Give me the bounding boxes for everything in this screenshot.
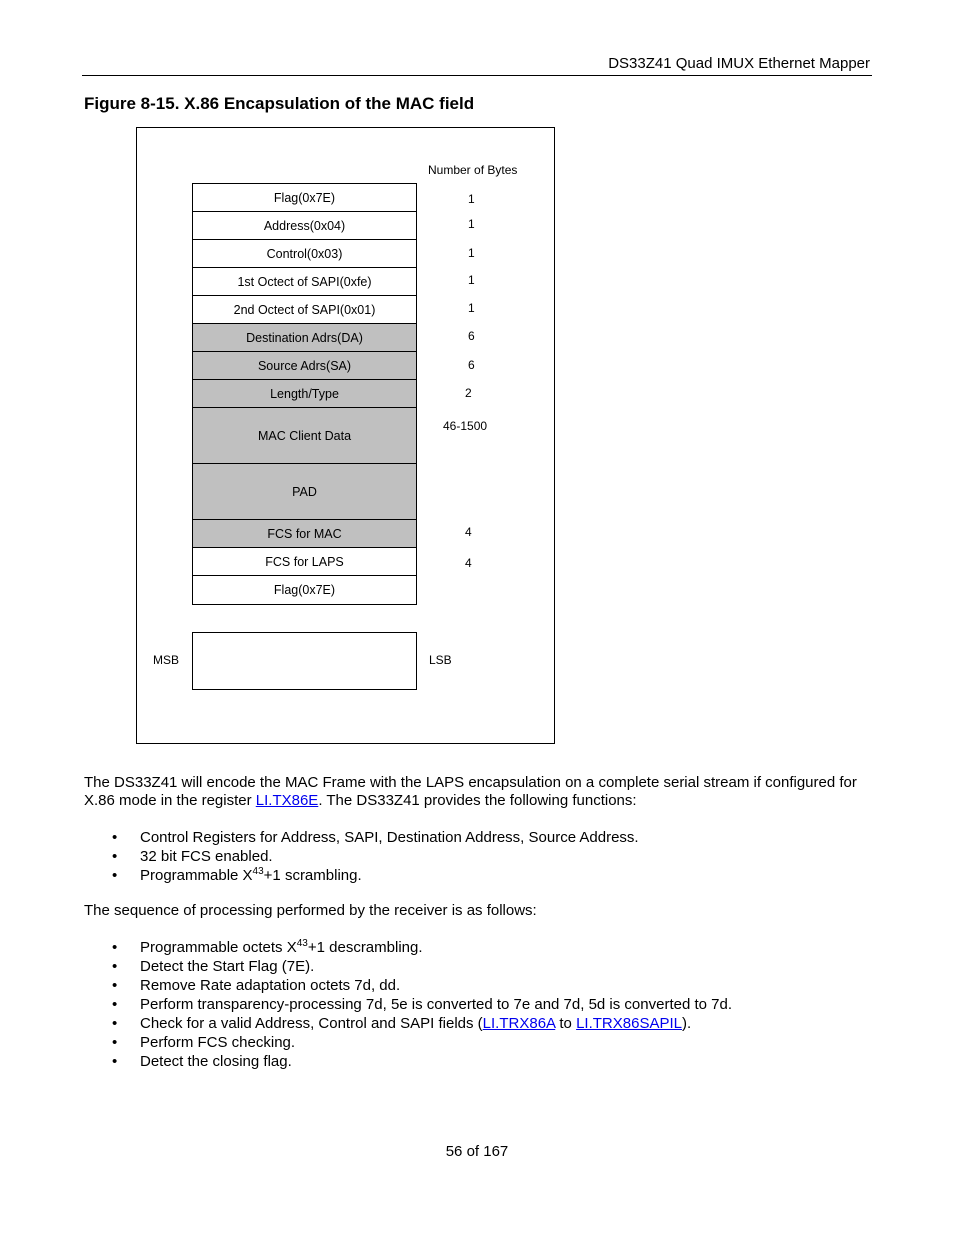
field-mac-client-data: MAC Client Data (192, 407, 417, 464)
transmit-functions-list (84, 828, 639, 885)
bytes-sapi-1st: 1 (468, 273, 475, 287)
list-item: • Detect the Start Flag (7E). (84, 957, 732, 976)
page-number: 56 of 167 (445, 1143, 509, 1160)
link-li-trx86sapil[interactable]: LI.TRX86SAPIL (576, 1015, 682, 1032)
list-item: • Perform FCS checking. (84, 1033, 732, 1052)
list-item: • Detect the closing flag. (84, 1052, 732, 1071)
msb-label: MSB (153, 653, 180, 667)
link-li-tx86e[interactable]: LI.TX86E (255, 792, 319, 809)
link-li-trx86a[interactable]: LI.TRX86A (482, 1015, 556, 1032)
bytes-source-address: 6 (468, 358, 475, 372)
list-item: • Perform transparency-processing 7d, 5e is converted to 7e and 7d, 5d is converted to 7d. (84, 995, 732, 1014)
field-control: Control(0x03) (192, 239, 417, 268)
bytes-destination-address: 6 (468, 329, 475, 343)
field-length-type: Length/Type (192, 379, 417, 408)
field-fcs-mac: FCS for MAC (192, 519, 417, 548)
bytes-column-header: Number of Bytes (428, 163, 518, 177)
list-item: • Check for a valid Address, Control and SAPI fields (LI.TRX86A to LI.TRX86SAPIL). (84, 1014, 732, 1033)
intro-paragraph (84, 774, 884, 810)
figure-title: Figure 8-15. X.86 Encapsulation of the MAC field (84, 94, 475, 113)
field-pad: PAD (192, 463, 417, 520)
bit-order-box (192, 632, 417, 690)
field-flag-start: Flag(0x7E) (192, 183, 417, 212)
list-item: • Programmable $X^{43}+1$ scrambling. (84, 866, 639, 885)
bytes-flag-start: 1 (468, 192, 475, 206)
bytes-control: 1 (468, 246, 475, 260)
bytes-length-type: 2 (465, 386, 472, 400)
field-sapi-2nd: 2nd Octect of SAPI(0x01) (192, 295, 417, 324)
list-item: • Remove Rate adaptation octets 7d, dd. (84, 976, 732, 995)
field-flag-end: Flag(0x7E) (192, 575, 417, 605)
lsb-label: LSB (429, 653, 452, 667)
bytes-fcs-laps: 4 (465, 556, 472, 570)
field-address: Address(0x04) (192, 211, 417, 240)
bytes-address: 1 (468, 217, 475, 231)
bytes-sapi-2nd: 1 (468, 301, 475, 315)
intro-text: The DS33Z41 will encode the MAC Frame with the LAPS encapsulation on a complete serial stream if configured for X.86 mode in the register (84, 774, 857, 809)
list-item: • Control Registers for Address, SAPI, Destination Address, Source Address. (84, 828, 639, 847)
header-rule (82, 75, 872, 76)
list-item: • Programmable octets $X^{43}+1$ descrambling. (84, 938, 732, 957)
field-destination-address: Destination Adrs(DA) (192, 323, 417, 352)
intro-text-end: . The DS33Z41 provides the following functions: (318, 792, 637, 809)
bytes-mac-client-data: 46-1500 (443, 419, 488, 433)
list-item: • 32 bit FCS enabled. (84, 847, 639, 866)
field-source-address: Source Adrs(SA) (192, 351, 417, 380)
receiver-functions-list (84, 938, 732, 1071)
encapsulation-diagram (136, 127, 555, 744)
document-header-title: DS33Z41 Quad IMUX Ethernet Mapper (608, 55, 870, 72)
field-sapi-1st: 1st Octect of SAPI(0xfe) (192, 267, 417, 296)
receiver-paragraph: The sequence of processing performed by the receiver is as follows: (84, 902, 537, 919)
field-fcs-laps: FCS for LAPS (192, 547, 417, 576)
bytes-fcs-mac: 4 (465, 525, 472, 539)
